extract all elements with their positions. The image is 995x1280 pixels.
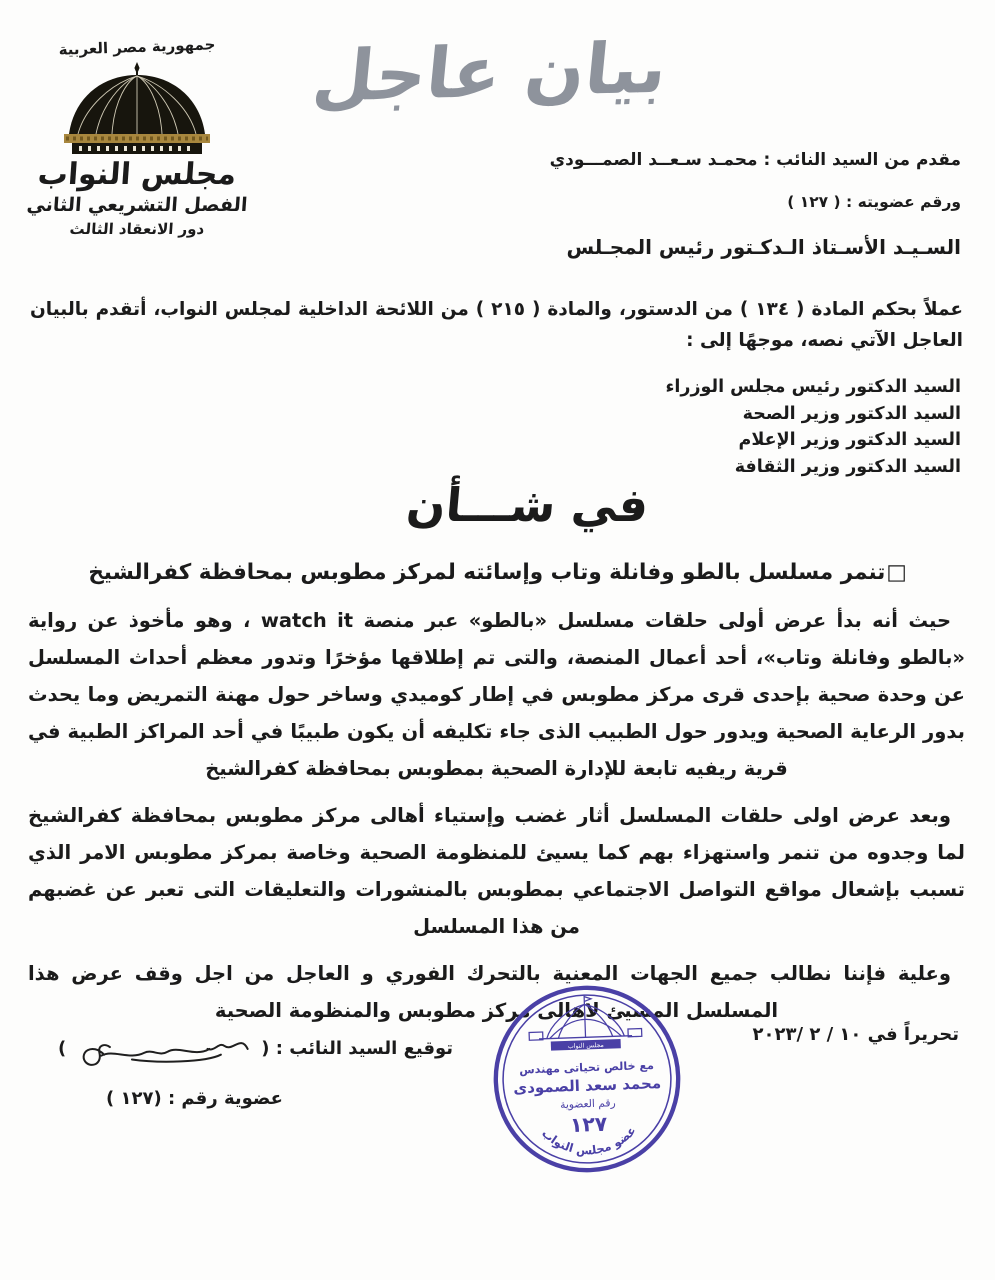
mp-name: محمـد سـعــد الصمـــودي [549,150,758,170]
membership-line: عضوية رقم : (١٢٧ ) [106,1088,283,1109]
salutation-line: السـيـد الأسـتاذ الـدكـتور رئيس المجـلس [566,235,961,259]
addressee-list [665,374,961,480]
checkbox-glyph: □ [886,560,907,585]
stamp-dome-icon [528,994,642,1041]
emblem-term-text: الفصل التشريعي الثاني [25,193,249,216]
stamp-band-text: مجلس النواب [567,1041,604,1051]
emblem-council-text: مجلس النواب [36,157,238,192]
subject-text: تنمر مسلسل بالطو وفانلة وتاب وإسائته لمركز مطوبس بمحافظة كفرالشيخ [88,560,886,585]
stamp-bottom-arc-text: عضو مجلس النواب [539,1123,639,1158]
sender-block [550,150,961,259]
addressee-information-minister: السيد الدكتور وزير الإعلام [738,430,961,450]
handwritten-signature [71,1026,256,1070]
emblem-country-text: جمهورية مصر العربية [58,35,216,59]
stamp-membership-number: ١٢٧ [569,1111,608,1137]
parliament-dome-icon [51,61,223,159]
membership-stamp [487,979,688,1180]
membership-number-line: ورقم عضويته : ( ١٢٧ ) [787,193,961,211]
stamp-membership-label: رقم العضوية [559,1096,616,1112]
signature-label: توقيع السيد النائب : ( [261,1037,454,1059]
document-title-calligraphy: بيان عاجل [309,26,671,118]
addressee-health-minister: السيد الدكتور وزير الصحة [742,403,961,424]
signature-close-paren: ) [58,1037,67,1059]
submitted-by-label: مقدم من السيد النائب : [763,150,961,170]
subject-headline [30,560,965,585]
stamp-greeting-text: مع خالص تحياتى مهندس [519,1058,655,1077]
intro-paragraph: عملاً بحكم المادة ( ١٣٤ ) من الدستور، والمادة ( ٢١٥ ) من اللائحة الداخلية لمجلس النواب، أتقدم بالبيان العاجل الآتي نصه، موجهًا إلى : [30,299,963,351]
emblem-session-text: دور الانعقاد الثالث [69,219,205,238]
stamp-graphic [487,979,688,1180]
date-line: تحريراً في ١٠ / ٢ /٢٠٢٣ [752,1024,959,1045]
body-paragraph-3: وعلية فإننا نطالب جميع الجهات المعنية بالتحرك الفوري و العاجل من اجل وقف عرض هذا المسلسل المسيئ لاهالى مركز مطوبس والمنظومة الصحية [28,962,951,1022]
stamp-name-text: محمد سعد الصمودى [513,1074,662,1098]
addressee-prime-minister: السيد الدكتور رئيس مجلس الوزراء [665,377,961,397]
regarding-calligraphy: في شـــأن [404,478,651,532]
signature-row [58,1026,453,1070]
submitted-by-line [550,150,961,170]
addressee-culture-minister: السيد الدكتور وزير الثقافة [734,456,961,477]
statement-body [28,602,965,1039]
body-paragraph-1: حيث أنه بدأ عرض أولى حلقات مسلسل «بالطو» عبر منصة watch it ، وهو مأخوذ عن رواية «بالطو وفانلة وتاب»، أحد أعمال المنصة، والتى تم إطلاقها مؤخرًا وتدور معظم أحداث المسلسل عن وحدة صحية بإحدى قرى مركز مطوبس في إطار كوميدي وساخر حول مهنة التمريض وما يحدث بدور الرعاية الصحية ويدور حول الطبيب الذى جاء تكليفه أن يكون طبيبًا في أحد المراكز الطبية في قرية ريفيه تابعة للإدارة الصحية بمطوبس بمحافظة كفرالشيخ [28,609,965,780]
parliament-emblem [25,35,249,238]
body-paragraph-2: وبعد عرض اولى حلقات المسلسل أثار غضب وإستياء أهالى مركز مطوبس بمحافظة كفرالشيخ لما وجدوه من تنمر واستهزاء بهم كما يسيئ للمنظومة الصحية وخاصة بمركز مطوبس الامر الذي تسبب بإشعال مواقع التواصل الاجتماعي بمطوبس بالمنشورات والتعليقات التى تعبر عن غضبهم من هذا المسلسل [28,804,965,938]
